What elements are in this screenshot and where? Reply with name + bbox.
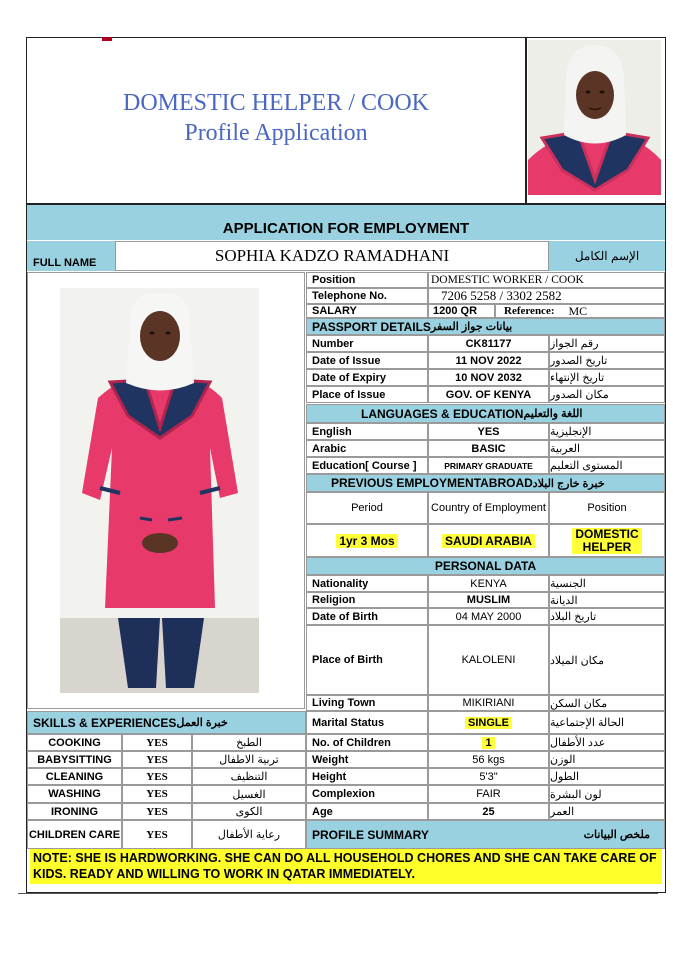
children-cell xyxy=(428,734,549,751)
arabic-label-ar: العربية xyxy=(549,440,665,457)
skill-cleaning-label: CLEANING xyxy=(27,768,122,785)
religion-label: Religion xyxy=(306,592,428,608)
page-subtitle: Profile Application xyxy=(184,120,368,146)
employment-position: DOMESTIC HELPER xyxy=(572,528,642,554)
portrait-illustration xyxy=(528,40,661,195)
full-name-value: SOPHIA KADZO RAMADHANI xyxy=(115,241,549,271)
employment-period-cell xyxy=(306,524,428,557)
issue-date-value: 11 NOV 2022 xyxy=(428,352,549,369)
complexion-label: Complexion xyxy=(306,785,428,803)
height-value: 5'3" xyxy=(428,768,549,785)
country-column-header: Country of Employment xyxy=(428,492,549,524)
position-label: Position xyxy=(306,272,428,288)
reference-row xyxy=(495,304,665,318)
profile-summary-title-ar: ملخص البيانات xyxy=(583,829,650,841)
arabic-value: BASIC xyxy=(428,440,549,457)
living-town-label-ar: مكان السكن xyxy=(549,695,665,711)
skill-babysitting-value: YES xyxy=(122,751,192,768)
complexion-value: FAIR xyxy=(428,785,549,803)
height-label: Height xyxy=(306,768,428,785)
dob-value: 04 MAY 2000 xyxy=(428,608,549,625)
previous-employment-title: PREVIOUS EMPLOYMENTABROAD xyxy=(331,476,533,490)
issue-place-label: Place of Issue xyxy=(306,386,428,403)
skill-babysitting-label: BABYSITTING xyxy=(27,751,122,768)
skill-washing-label: WASHING xyxy=(27,785,122,803)
skills-title: SKILLS & EXPERIENCES xyxy=(33,715,177,730)
issue-place-label-ar: مكان الصدور xyxy=(549,386,665,403)
nationality-value: KENYA xyxy=(428,575,549,592)
pob-value: KALOLENI xyxy=(428,625,549,695)
arabic-label: Arabic xyxy=(306,440,428,457)
weight-label: Weight xyxy=(306,751,428,768)
profile-photo-full xyxy=(60,288,259,693)
telephone-value: 7206 5258 / 3302 2582 xyxy=(428,288,665,304)
skill-cleaning-label-ar: التنظيف xyxy=(192,768,306,785)
living-town-value: MIKIRIANI xyxy=(428,695,549,711)
pob-label-ar: مكان الميلاد xyxy=(549,625,665,695)
living-town-label: Living Town xyxy=(306,695,428,711)
issue-date-label-ar: تاريخ الصدور xyxy=(549,352,665,369)
education-label: Education[ Course ] xyxy=(306,457,428,474)
banner-text: APPLICATION FOR EMPLOYMENT xyxy=(222,220,470,237)
english-label-ar: الإنجليزية xyxy=(549,423,665,440)
employment-country-cell xyxy=(428,524,549,557)
expiry-date-label-ar: تاريخ الإنتهاء xyxy=(549,369,665,386)
salary-value: 1200 QR xyxy=(428,304,495,318)
skill-children-care-value: YES xyxy=(122,820,192,849)
education-value: PRIMARY GRADUATE xyxy=(428,457,549,474)
passport-title: PASSPORT DETAILS xyxy=(312,319,431,334)
children-label: No. of Children xyxy=(306,734,428,751)
skill-children-care-label-ar: رعاية الأطفال xyxy=(192,820,306,849)
position-column-header: Position xyxy=(549,492,665,524)
marital-status-value: SINGLE xyxy=(465,717,512,729)
employment-country: SAUDI ARABIA xyxy=(442,534,535,548)
skills-title-ar: خبرة العمل xyxy=(176,717,228,729)
skill-cooking-label-ar: الطبخ xyxy=(192,734,306,751)
period-column-header: Period xyxy=(306,492,428,524)
passport-title-ar: بيانات جواز السفر xyxy=(430,321,513,333)
profile-summary-title: PROFILE SUMMARY xyxy=(312,827,429,842)
profile-photo-small xyxy=(528,40,661,195)
age-label-ar: العمر xyxy=(549,803,665,820)
skill-ironing-label: IRONING xyxy=(27,803,122,820)
expiry-date-label: Date of Expiry xyxy=(306,369,428,386)
age-label: Age xyxy=(306,803,428,820)
passport-section-header xyxy=(306,318,665,335)
reference-value: MC xyxy=(568,304,588,318)
english-value: YES xyxy=(428,423,549,440)
age-value: 25 xyxy=(428,803,549,820)
marital-status-label-ar: الحالة الإجتماعية xyxy=(549,711,665,734)
languages-title-ar: اللغة والتعليم xyxy=(523,408,583,420)
weight-label-ar: الوزن xyxy=(549,751,665,768)
profile-summary-note: NOTE: SHE IS HARDWORKING. SHE CAN DO ALL HOUSEHOLD CHORES AND SHE CAN TAKE CARE OF KIDS. READY AND WILLING TO WORK IN QATAR IMMEDIATELY. xyxy=(30,849,662,884)
position-value: DOMESTIC WORKER / COOK xyxy=(428,272,665,288)
marital-status-label: Marital Status xyxy=(306,711,428,734)
skill-cleaning-value: YES xyxy=(122,768,192,785)
religion-label-ar: الديانة xyxy=(549,592,665,608)
religion-value: MUSLIM xyxy=(428,592,549,608)
nationality-label: Nationality xyxy=(306,575,428,592)
issue-date-label: Date of Issue xyxy=(306,352,428,369)
marital-status-cell xyxy=(428,711,549,734)
skill-washing-value: YES xyxy=(122,785,192,803)
skills-section-header xyxy=(27,711,306,734)
english-label: English xyxy=(306,423,428,440)
reference-label: Reference: xyxy=(504,305,555,317)
skill-cooking-label: COOKING xyxy=(27,734,122,751)
profile-summary-header xyxy=(306,820,665,849)
header-divider xyxy=(525,38,527,204)
employment-position-cell xyxy=(549,524,665,557)
telephone-label: Telephone No. xyxy=(306,288,428,304)
page-title: DOMESTIC HELPER / COOK xyxy=(122,90,429,116)
children-value: 1 xyxy=(482,737,494,749)
pob-label: Place of Birth xyxy=(306,625,428,695)
complexion-label-ar: لون البشرة xyxy=(549,785,665,803)
salary-label: SALARY xyxy=(306,304,428,318)
personal-data-title: PERSONAL DATA xyxy=(434,559,537,573)
issue-place-value: GOV. OF KENYA xyxy=(428,386,549,403)
previous-employment-title-ar: خبرة خارج البلاد xyxy=(532,477,605,490)
languages-section-header xyxy=(306,404,665,423)
employment-period: 1yr 3 Mos xyxy=(336,534,397,548)
full-name-label: FULL NAME xyxy=(27,241,115,271)
dob-label-ar: تاريخ البلاد xyxy=(549,608,665,625)
skill-ironing-label-ar: الكوى xyxy=(192,803,306,820)
height-label-ar: الطول xyxy=(549,768,665,785)
header xyxy=(27,38,525,204)
education-label-ar: المستوى التعليم xyxy=(549,457,665,474)
passport-number-label-ar: رقم الجواز xyxy=(549,335,665,352)
nationality-label-ar: الجنسية xyxy=(549,575,665,592)
skill-cooking-value: YES xyxy=(122,734,192,751)
skill-ironing-value: YES xyxy=(122,803,192,820)
expiry-date-value: 10 NOV 2032 xyxy=(428,369,549,386)
skill-children-care-label: CHILDREN CARE xyxy=(27,820,122,849)
weight-value: 56 kgs xyxy=(428,751,549,768)
passport-number-value: CK81177 xyxy=(428,335,549,352)
full-body-illustration xyxy=(60,288,259,693)
languages-title: LANGUAGES & EDUCATION xyxy=(361,406,524,421)
previous-employment-section-header xyxy=(306,474,665,492)
passport-number-label: Number xyxy=(306,335,428,352)
footer-rule xyxy=(18,893,658,894)
personal-data-section-header xyxy=(306,557,665,575)
skill-washing-label-ar: الغسيل xyxy=(192,785,306,803)
dob-label: Date of Birth xyxy=(306,608,428,625)
skill-babysitting-label-ar: تربية الاطفال xyxy=(192,751,306,768)
application-banner xyxy=(27,205,665,240)
full-name-label-ar: الإسم الكامل xyxy=(549,241,665,271)
children-label-ar: عدد الأطفال xyxy=(549,734,665,751)
